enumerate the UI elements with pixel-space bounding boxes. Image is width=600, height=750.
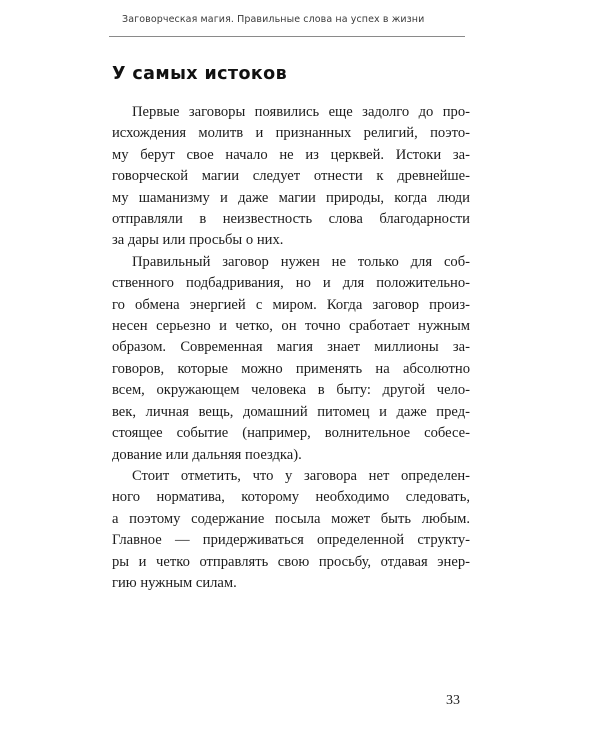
text-line: ры и четко отправлять свою просьбу, отдавая энер- [112,553,470,570]
text-line: всем, окружающем человека в быту: другой чело- [112,382,470,399]
paragraph-3 [112,466,470,594]
body-text [112,102,470,594]
text-line: исхождения молитв и признанных религий, поэто- [112,125,470,142]
text-line: му берут свое начало не из церквей. Истоки за- [112,146,470,163]
text-line: образом. Современная магия знает миллионы за- [112,339,470,356]
text-line: век, личная вещь, домашний питомец и даже пред- [112,403,470,420]
text-line: ного норматива, которому необходимо следовать, [112,489,470,506]
section-heading: У самых истоков [112,64,288,84]
text-line: стоящее событие (например, волнительное собесе- [112,425,470,442]
text-line: Стоит отметить, что у заговора нет определен- [132,467,470,484]
text-line: ственного подбадривания, но и для положительно- [112,275,470,292]
page-number: 33 [446,693,460,708]
text-line: а поэтому содержание посыла может быть любым. [112,510,470,527]
text-line: го обмена энергией с миром. Когда заговор произ- [112,296,470,313]
paragraph-2 [112,252,470,466]
text-line: Главное — придерживаться определенной структу- [112,532,470,549]
text-line: отправляли в неизвестность слова благодарности [112,211,470,228]
text-line: дование или дальняя поездка). [112,446,302,463]
text-line: Правильный заговор нужен не только для соб- [132,253,470,270]
text-line: Первые заговоры появились еще задолго до про- [132,104,470,120]
text-line: за дары или просьбы о них. [112,232,284,249]
text-line: несен серьезно и четко, он точно сработает нужным [112,318,470,335]
text-line: говорческой магии следует отнести к древнейше- [112,168,470,185]
text-line: говоров, которые можно применять на абсолютно [112,360,470,377]
text-line: му шаманизму и даже магии природы, когда люди [112,189,470,206]
running-head: Заговорческая магия. Правильные слова на успех в жизни [122,14,425,25]
paragraph-1 [112,102,470,252]
header-rule [109,36,465,37]
text-line: гию нужным силам. [112,574,237,591]
